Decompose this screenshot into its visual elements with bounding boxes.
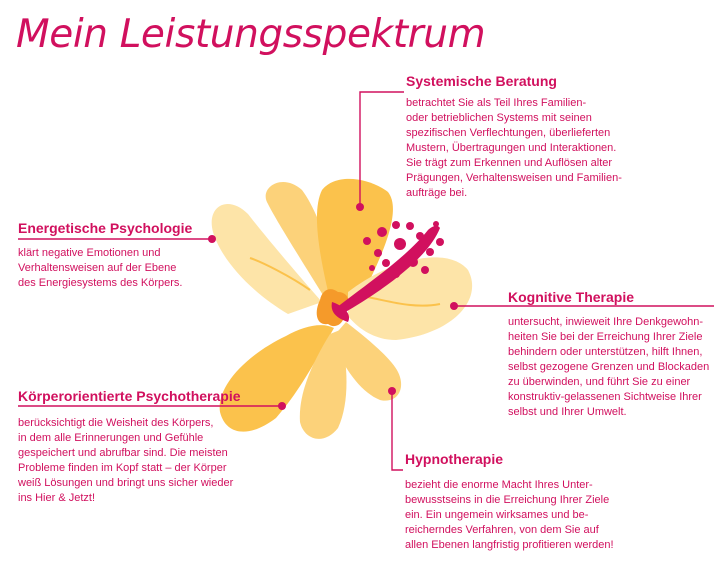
service-energetische-psychologie [18,220,192,291]
service-heading: Energetische Psychologie [18,220,193,236]
service-heading: Systemische Beratung [406,73,557,89]
service-description: berücksichtigt die Weisheit des Körpers, in dem alle Erinnerungen und Gefühle gespeichert und abrufbar sind. Die meisten Probleme finden im Kopf statt – der Körper weiß Lösungen und bringt uns sicher wieder ins Hier & Jetzt! [18,417,234,504]
service-description: betrachtet Sie als Teil Ihres Familien- oder betrieblichen Systems mit seinen spezifischen Verflechtungen, überlieferten Mustern, Übertragungen und Interaktionen. Sie trägt zum Erkennen und Auflösen alter Prägungen, Verhaltensweisen und Familien- aufträge bei. [406,97,622,199]
service-kognitive-therapie [508,289,709,420]
service-heading: Hypnotherapie [405,451,504,467]
service-heading: Körperorientierte Psychotherapie [18,388,241,404]
page-title: Mein Leistungsspektrum [16,12,486,57]
service-description: bezieht die enorme Macht Ihres Unter- bewusstseins in die Erreichung Ihrer Ziele ein. Ein ungemein wirksames und be- reicherndes Verfahren, von dem Sie auf allen Ebenen langfristig profitieren werden! [405,479,614,551]
service-hypnotherapie [405,451,614,553]
service-systemische-beratung [406,73,622,201]
leader-hypno [392,391,403,470]
service-description: klärt negative Emotionen und Verhaltensweisen auf der Ebene des Energiesystems des Körpers. [18,247,183,289]
service-heading: Kognitive Therapie [508,289,635,305]
service-description: untersucht, inwieweit Ihre Denkgewohn- heiten Sie bei der Erreichung Ihrer Ziele behindern oder unterstützen, hilft Ihnen, selbst gezogene Grenzen und Blockaden zu überwinden, und führt Sie zu einer konstruktiv-gelassenen Sichtweise Ihrer selbst und Ihrer Umwelt. [508,316,710,418]
service-koerperorientierte-psychotherapie [18,388,241,506]
